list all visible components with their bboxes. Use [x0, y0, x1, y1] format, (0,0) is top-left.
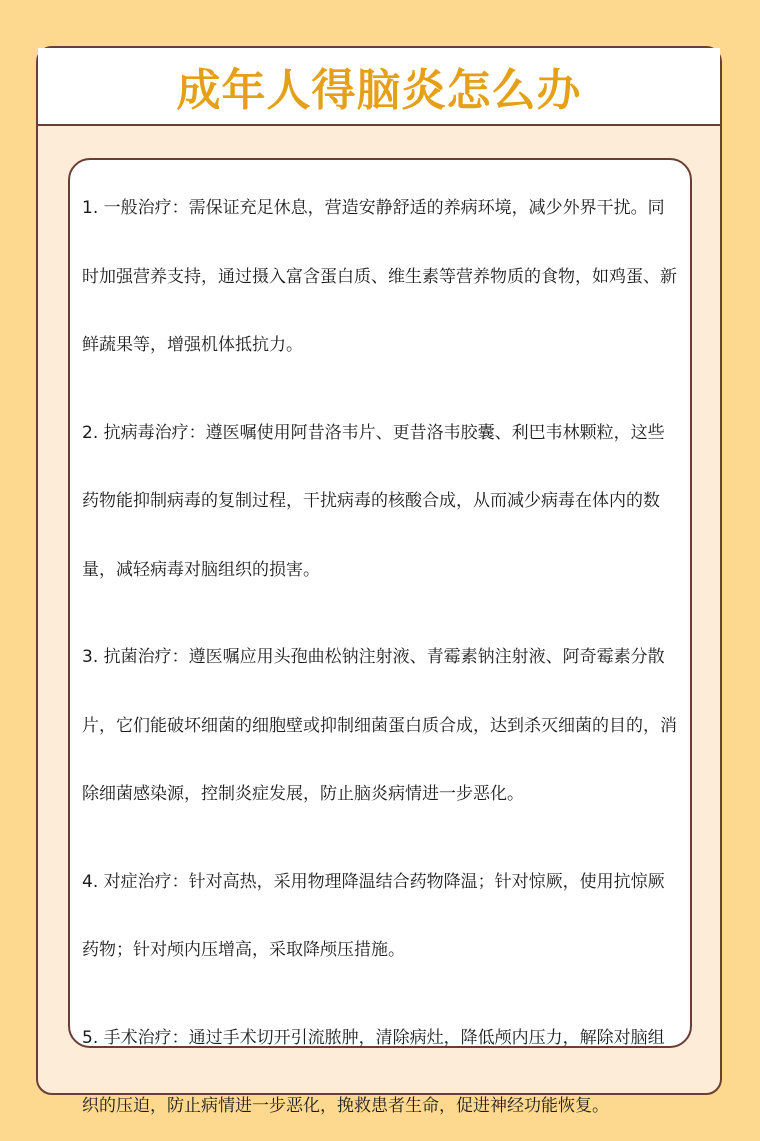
paragraph-general-treatment: 1. 一般治疗：需保证充足休息，营造安静舒适的养病环境，减少外界干扰。同时加强营养支持，通过摄入富含蛋白质、维生素等营养物质的食物，如鸡蛋、新鲜蔬果等，增强机体抵抗力。: [82, 198, 677, 355]
paragraph-symptomatic-treatment: 4. 对症治疗：针对高热，采用物理降温结合药物降温；针对惊厥，使用抗惊厥药物；针对颅内压增高，采取降颅压措施。: [82, 871, 665, 960]
page-title: 成年人得脑炎怎么办: [176, 65, 582, 116]
content-card: [36, 46, 722, 1116]
card-header: [38, 48, 720, 126]
paragraph-antiviral-treatment: 2. 抗病毒治疗：遵医嘱使用阿昔洛韦片、更昔洛韦胶囊、利巴韦林颗粒，这些药物能抑制病毒的复制过程，干扰病毒的核酸合成，从而减少病毒在体内的数量，减轻病毒对脑组织的损害。: [82, 422, 665, 580]
paragraph-surgical-treatment: 5. 手术治疗：通过手术切开引流脓肿，清除病灶，降低颅内压力，解除对脑组织的压迫，防止病情进一步恶化，挽救患者生命，促进神经功能恢复。: [82, 1027, 665, 1116]
text-panel: [68, 158, 692, 1116]
paragraph-antibacterial-treatment: 3. 抗菌治疗：遵医嘱应用头孢曲松钠注射液、青霉素钠注射液、阿奇霉素分散片，它们能破坏细菌的细胞壁或抑制细菌蛋白质合成，达到杀灭细菌的目的，消除细菌感染源，控制炎症发展，防止脑炎病情进一步恶化。: [82, 647, 677, 804]
